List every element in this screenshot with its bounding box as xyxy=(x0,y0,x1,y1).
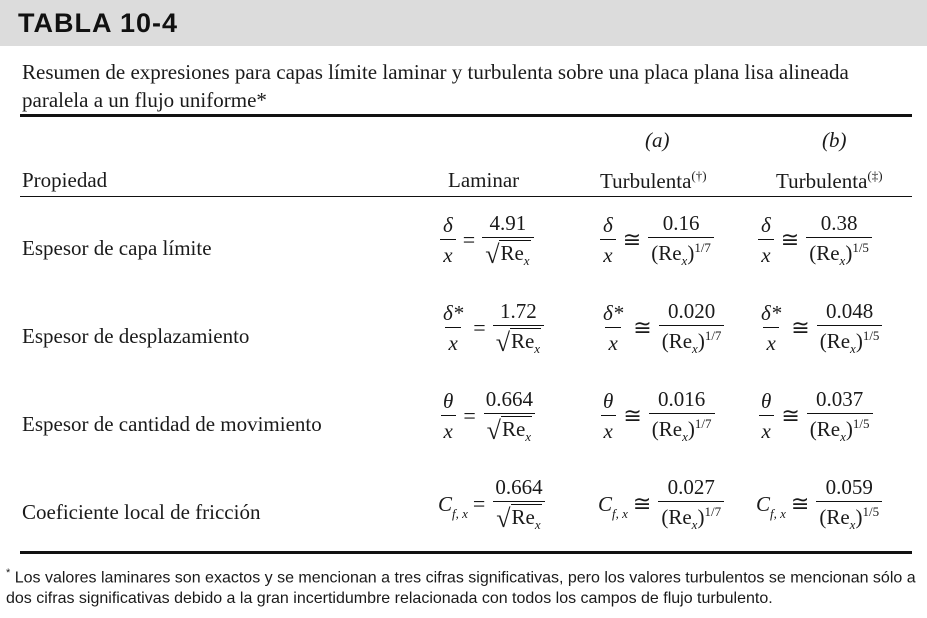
power-re xyxy=(668,505,698,532)
power-re-sub: x xyxy=(839,253,846,268)
rhs-numerator: 0.38 xyxy=(820,211,858,235)
rhs-fraction xyxy=(817,299,883,357)
header-turbulent-b-label: Turbulenta xyxy=(776,169,868,193)
power-re xyxy=(658,241,688,268)
paren-close: ) xyxy=(687,417,695,441)
formula-turb-a xyxy=(598,212,716,268)
rhs-denominator xyxy=(649,413,715,445)
formula-turb-a xyxy=(598,388,717,444)
lhs-fraction xyxy=(758,389,774,444)
lhs-numerator: δ* xyxy=(603,300,624,325)
power-re-text: Re xyxy=(826,505,850,529)
lhs-numerator: δ* xyxy=(761,300,782,325)
footnote xyxy=(6,563,921,609)
power-re-text: Re xyxy=(668,505,692,529)
header-turbulent-b xyxy=(776,168,883,194)
radical-sign: √ xyxy=(486,416,501,445)
paren-open: ( xyxy=(661,505,669,529)
rhs-denominator xyxy=(806,237,872,269)
formula-turb-a xyxy=(598,476,726,532)
power-re xyxy=(658,417,688,444)
rhs-denominator xyxy=(659,325,725,357)
lhs-fraction xyxy=(600,301,626,356)
formula-turb-b xyxy=(756,476,884,532)
lhs-denominator: x xyxy=(601,415,616,444)
operator: = xyxy=(463,403,476,428)
radicand-re-sub: x xyxy=(534,341,541,356)
rhs-fraction xyxy=(816,475,882,533)
rhs-denominator xyxy=(484,413,535,445)
symbol-c: C xyxy=(756,491,771,516)
rhs-fraction xyxy=(659,299,725,357)
operator: ≅ xyxy=(622,227,642,252)
rhs-numerator: 0.059 xyxy=(825,475,873,499)
symbol-c: C xyxy=(598,491,613,516)
table-title: TABLA 10-4 xyxy=(18,8,179,38)
friction-coefficient-symbol xyxy=(438,491,468,521)
rhs-numerator: 0.037 xyxy=(816,387,864,411)
power-re-sub: x xyxy=(850,341,856,356)
exponent: 1/7 xyxy=(704,504,722,519)
lhs-fraction xyxy=(600,389,616,444)
radicand xyxy=(511,504,542,532)
radicand-re xyxy=(500,241,530,268)
lhs-numerator: θ xyxy=(443,388,454,413)
paren-open: ( xyxy=(819,505,827,529)
paren-close: ) xyxy=(845,417,853,441)
sqrt-reynolds xyxy=(496,328,541,356)
row-label: Coeficiente local de fricción xyxy=(22,500,261,524)
friction-coefficient-symbol xyxy=(598,491,628,521)
rhs-denominator xyxy=(493,325,544,357)
radical-sign: √ xyxy=(485,240,500,269)
operator: = xyxy=(472,491,486,516)
lhs-fraction xyxy=(440,301,466,356)
rhs-fraction xyxy=(492,475,545,533)
radicand-re-text: Re xyxy=(511,505,535,529)
operator: = xyxy=(462,227,476,252)
lhs-denominator: x xyxy=(759,415,774,444)
header-laminar: Laminar xyxy=(448,168,520,192)
paren-open: ( xyxy=(661,329,669,353)
power-re xyxy=(816,241,846,268)
operator: ≅ xyxy=(781,403,800,428)
formula-laminar xyxy=(438,388,538,444)
row-label: Espesor de capa límite xyxy=(22,236,212,260)
power-re-text: Re xyxy=(668,329,693,353)
formula-turb-b xyxy=(756,300,884,356)
operator: ≅ xyxy=(791,315,810,340)
power-re xyxy=(816,417,846,444)
formula-laminar xyxy=(438,476,548,532)
paren-close: ) xyxy=(845,241,853,265)
paren-close: ) xyxy=(855,505,863,529)
formula-laminar xyxy=(438,300,546,356)
radicand-re-sub: x xyxy=(523,253,530,268)
dagger-mark: (†) xyxy=(691,168,707,183)
column-letter-a: (a) xyxy=(645,128,670,152)
radical-sign: √ xyxy=(496,504,511,533)
rhs-fraction xyxy=(806,211,872,269)
lhs-denominator: x xyxy=(445,327,460,356)
top-rule xyxy=(20,114,912,117)
title-bar xyxy=(0,0,927,46)
footnote-text: Los valores laminares son exactos y se mencionan a tres cifras significativas, pero los valores turbulentos se mencionan sólo a dos cifras significativas debido a la gran incertidumbre relacionada con todos los campos de flujo turbulento. xyxy=(6,569,916,608)
lhs-numerator: δ xyxy=(603,212,613,237)
rhs-fraction xyxy=(483,387,536,445)
rhs-numerator: 0.664 xyxy=(495,475,543,499)
power-re-text: Re xyxy=(826,329,851,353)
header-turbulent-a xyxy=(600,168,707,194)
header-property: Propiedad xyxy=(22,168,108,192)
paren-open: ( xyxy=(809,241,817,265)
lhs-fraction xyxy=(758,213,774,268)
rhs-fraction xyxy=(658,475,724,533)
rhs-denominator xyxy=(482,237,533,269)
power-re-sub: x xyxy=(682,429,688,444)
power-re-text: Re xyxy=(658,417,683,441)
lhs-numerator: θ xyxy=(603,388,614,413)
sqrt-reynolds xyxy=(496,504,541,532)
formula-laminar xyxy=(438,212,536,268)
radicand-re xyxy=(510,329,541,356)
radicand-re-text: Re xyxy=(501,417,526,441)
lhs-numerator: θ xyxy=(761,388,772,413)
formula-turb-a xyxy=(598,300,726,356)
radicand-re-sub: x xyxy=(525,429,532,444)
paren-close: ) xyxy=(697,505,705,529)
symbol-c-sub: f, x xyxy=(452,505,468,521)
power-re xyxy=(826,329,856,356)
paren-open: ( xyxy=(651,417,659,441)
rhs-numerator: 0.048 xyxy=(825,299,874,323)
lhs-denominator: x xyxy=(605,327,620,356)
rhs-fraction xyxy=(807,387,873,445)
rhs-fraction xyxy=(649,387,715,445)
rhs-numerator: 4.91 xyxy=(489,211,527,235)
rhs-numerator: 0.16 xyxy=(662,211,700,235)
power-re-text: Re xyxy=(658,241,682,265)
lhs-fraction xyxy=(440,389,456,444)
radicand xyxy=(501,416,532,444)
rhs-numerator: 0.664 xyxy=(485,387,533,411)
radicand-re-text: Re xyxy=(510,329,535,353)
power-re-sub: x xyxy=(681,253,688,268)
operator: ≅ xyxy=(790,491,810,516)
footnote-mark: * xyxy=(6,567,11,579)
column-letter-b: (b) xyxy=(822,128,847,152)
lhs-denominator: x xyxy=(763,327,778,356)
lhs-fraction xyxy=(440,213,456,268)
paren-close: ) xyxy=(687,241,695,265)
radicand-re-sub: x xyxy=(534,517,541,532)
radicand xyxy=(499,240,530,268)
exponent: 1/7 xyxy=(694,416,712,431)
power-re-sub: x xyxy=(849,517,856,532)
paren-open: ( xyxy=(809,417,817,441)
rhs-fraction xyxy=(482,211,533,269)
bottom-rule xyxy=(20,551,912,554)
paren-close: ) xyxy=(855,329,863,353)
exponent: 1/5 xyxy=(862,328,880,343)
rhs-denominator xyxy=(658,501,724,533)
lhs-numerator: δ* xyxy=(443,300,464,325)
power-re xyxy=(668,329,698,356)
rhs-numerator: 0.020 xyxy=(667,299,716,323)
lhs-numerator: δ xyxy=(443,212,453,237)
power-re-sub: x xyxy=(840,429,846,444)
operator: = xyxy=(473,315,486,340)
radicand-re xyxy=(511,505,541,532)
power-re-text: Re xyxy=(816,241,840,265)
radicand-re xyxy=(501,417,532,444)
power-re-text: Re xyxy=(816,417,841,441)
paren-open: ( xyxy=(819,329,827,353)
table-caption: Resumen de expresiones para capas límite laminar y turbulenta sobre una placa plana lisa alineada paralela a un flujo uniforme* xyxy=(22,60,849,112)
header-rule xyxy=(20,196,912,197)
exponent: 1/7 xyxy=(704,328,722,343)
lhs-denominator: x xyxy=(758,239,773,268)
lhs-denominator: x xyxy=(441,415,456,444)
rhs-numerator: 0.027 xyxy=(667,475,715,499)
rhs-denominator xyxy=(807,413,873,445)
lhs-fraction xyxy=(600,213,616,268)
rhs-numerator: 1.72 xyxy=(500,299,537,323)
sqrt-reynolds xyxy=(485,240,530,268)
rhs-denominator xyxy=(817,325,883,357)
row-label: Espesor de cantidad de movimiento xyxy=(22,412,322,436)
rhs-fraction xyxy=(648,211,714,269)
exponent: 1/5 xyxy=(852,416,870,431)
exponent: 1/7 xyxy=(694,240,711,255)
double-dagger-mark: (‡) xyxy=(867,168,883,183)
exponent: 1/5 xyxy=(852,240,869,255)
rhs-denominator xyxy=(816,501,882,533)
power-re xyxy=(826,505,856,532)
rhs-denominator xyxy=(493,501,544,533)
power-re-sub: x xyxy=(692,341,698,356)
paren-open: ( xyxy=(651,241,659,265)
radical-sign: √ xyxy=(495,328,510,357)
symbol-c-sub: f, x xyxy=(770,505,786,521)
lhs-denominator: x xyxy=(440,239,455,268)
radicand xyxy=(510,328,541,356)
rhs-fraction xyxy=(493,299,544,357)
lhs-fraction xyxy=(758,301,784,356)
operator: ≅ xyxy=(780,227,800,252)
exponent: 1/5 xyxy=(862,504,880,519)
lhs-numerator: δ xyxy=(761,212,771,237)
radicand-re-text: Re xyxy=(500,241,524,265)
operator: ≅ xyxy=(632,491,652,516)
rhs-numerator: 0.016 xyxy=(658,387,706,411)
friction-coefficient-symbol xyxy=(756,491,786,521)
operator: ≅ xyxy=(633,315,652,340)
lhs-denominator: x xyxy=(600,239,615,268)
symbol-c-sub: f, x xyxy=(612,505,628,521)
sqrt-reynolds xyxy=(487,416,532,444)
row-label: Espesor de desplazamiento xyxy=(22,324,250,348)
formula-turb-b xyxy=(756,388,875,444)
header-turbulent-a-label: Turbulenta xyxy=(600,169,692,193)
symbol-c: C xyxy=(438,491,453,516)
power-re-sub: x xyxy=(691,517,698,532)
rhs-denominator xyxy=(648,237,714,269)
paren-close: ) xyxy=(697,329,705,353)
formula-turb-b xyxy=(756,212,874,268)
operator: ≅ xyxy=(623,403,642,428)
